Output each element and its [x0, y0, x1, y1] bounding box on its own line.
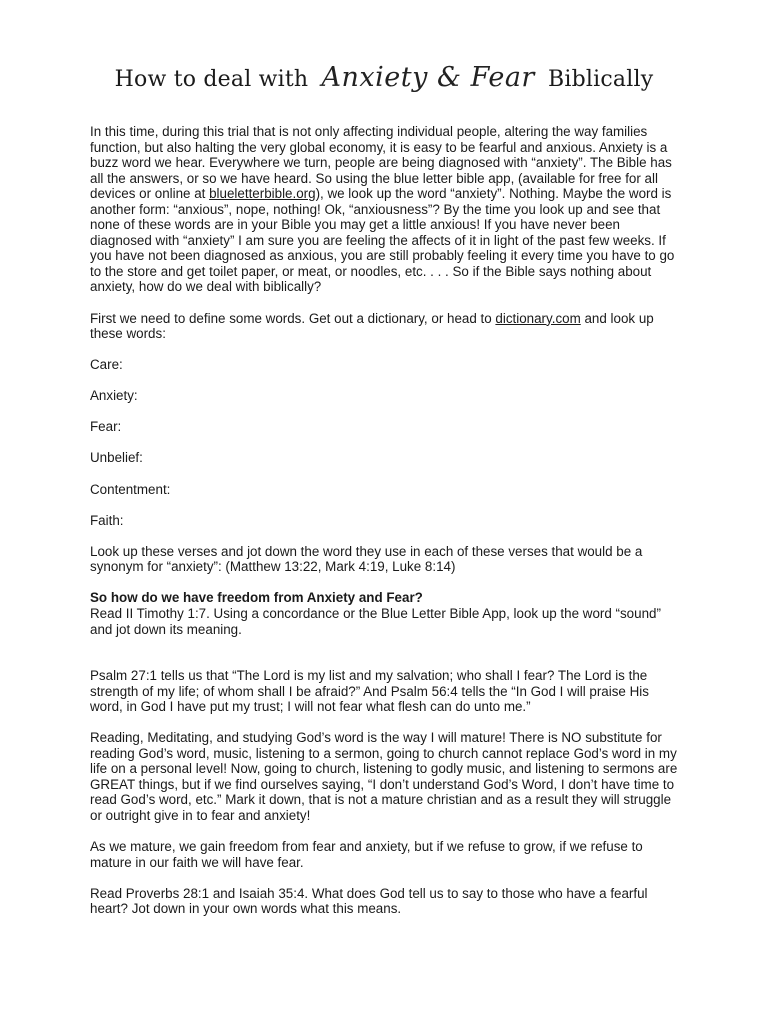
reading-paragraph: Reading, Meditating, and studying God’s word is the way I will mature! There is NO substitute for reading God’s word, music, listening to a sermon, going to church cannot replace God’s word in my life on a personal level! Now, going to church, listening to godly music, and listening to sermons are GREAT things, but if we find ourselves saying, “I don’t understand God’s Word, I don’t have time to read God’s word, etc.” Mark it down, that is not a mature christian and as a result they will struggle or outright give in to fear and anxiety! [90, 730, 678, 823]
page-title [0, 62, 768, 93]
title-suffix: Biblically [548, 67, 654, 92]
definition-faith: Faith: [90, 512, 124, 528]
freedom-heading: So how do we have freedom from Anxiety and Fear? [90, 590, 423, 606]
title-script-anxiety [322, 62, 535, 93]
definition-fear: Fear: [90, 419, 122, 435]
title-prefix: How to deal with [114, 67, 309, 92]
definition-anxiety: Anxiety: [90, 388, 138, 404]
dictionary-link[interactable]: dictionary.com [495, 310, 581, 326]
psalm-paragraph: Psalm 27:1 tells us that “The Lord is my list and my salvation; who shall I fear? The Lord is the strength of my life; of whom shall I be afraid?” And Psalm 56:4 tells the “In God I will praise His word, in God I have put my trust; I will not fear what flesh can do unto me.” [90, 668, 649, 715]
intro-text-2: ), we look up the word “anxiety”. Nothing. Maybe the word is another form: “anxious”, nope, nothing! Ok, “anxiousness”? By the time you look up and see that none of these words are in your Bible you may get a little anxious! If you have never been diagnosed with “anxiety” I am sure you are feeling the affects of it in light of the past few weeks. If you have not been diagnosed as anxious, you are still probably feeling it every time you have to go to the store and get toilet paper, or meat, or noodles, etc. . . . So if the Bible says nothing about anxiety, how do we deal with biblically? [90, 186, 675, 295]
define-paragraph [90, 311, 680, 342]
define-text-2: and look up these words: [90, 310, 654, 342]
title-script-word-fear: Fear [470, 62, 535, 93]
title-script-word-anxiety: Anxiety [321, 62, 428, 93]
verses-prompt: Look up these verses and jot down the word they use in each of these verses that would be a synonym for “anxiety”: (Matthew 13:22, Mark 4:19, Luke 8:14) [90, 543, 643, 575]
intro-paragraph [90, 124, 680, 295]
proverbs-paragraph: Read Proverbs 28:1 and Isaiah 35:4. What does God tell us to say to those who have a fearful heart? Jot down in your own words what this means. [90, 885, 648, 917]
freedom-text: Read II Timothy 1:7. Using a concordance or the Blue Letter Bible App, look up the word “sound” and jot down its meaning. [90, 605, 661, 637]
definition-list [90, 357, 680, 528]
blueletterbible-link[interactable]: blueletterbible.org [209, 186, 316, 202]
title-ampersand: & [436, 62, 462, 93]
definition-care: Care: [90, 357, 123, 373]
definition-contentment: Contentment: [90, 481, 171, 497]
definition-unbelief: Unbelief: [90, 450, 143, 466]
intro-text-1: In this time, during this trial that is not only affecting individual people, altering the way families function, but also halting the very global economy, it is easy to be fearful and anxious. Anxiety is a buzz word we hear. Everywhere we turn, people are being diagnosed with “anxiety”. The Bible has all the answers, or so we have heard. So using the blue letter bible app, (available for free for all devices or online at [90, 124, 672, 202]
document-body [90, 124, 680, 917]
define-text-1: First we need to define some words. Get out a dictionary, or head to [90, 310, 496, 326]
mature-paragraph: As we mature, we gain freedom from fear and anxiety, but if we refuse to grow, if we refuse to mature in our faith we will have fear. [90, 839, 643, 870]
